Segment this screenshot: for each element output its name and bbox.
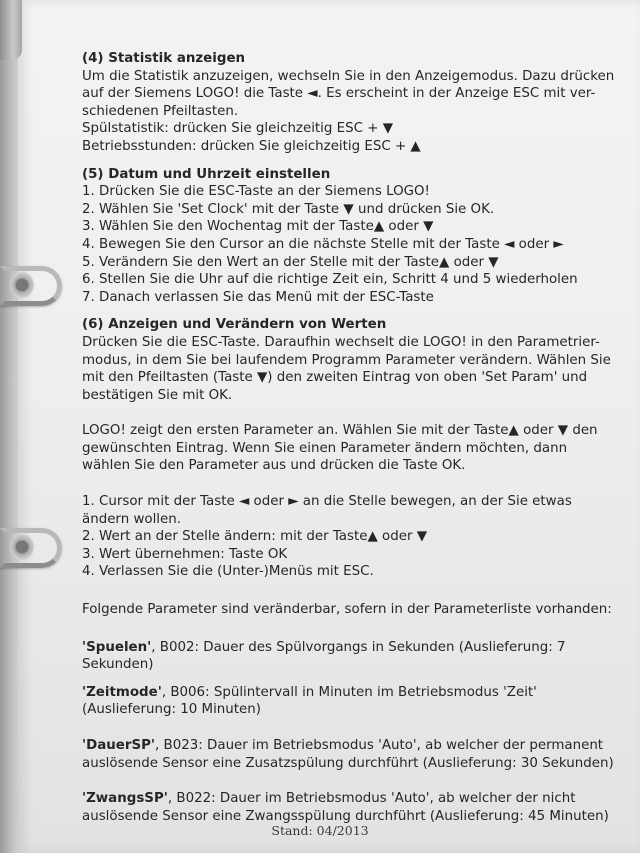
parameter-intro: Folgende Parameter sind veränderbar, sofern in der Parameterliste vorhanden:: [82, 602, 612, 618]
page-footer: Stand: 04/2013: [271, 823, 369, 838]
text-line: mit den Pfeiltasten (Taste ▼) den zweiten Eintrag von oben 'Set Param' und: [82, 370, 588, 386]
text-line: wählen Sie den Parameter aus und drücken die Taste OK.: [82, 458, 466, 474]
parameter-name: 'Zeitmode': [82, 684, 162, 700]
list-item: 1. Cursor mit der Taste ◄ oder ► an die Stelle bewegen, an der Sie etwas: [82, 494, 572, 510]
parameter-entry: [82, 737, 627, 755]
binder-ring: [0, 266, 62, 306]
list-item: 3. Wählen Sie den Wochentag mit der Taste▲ oder ▼: [82, 219, 434, 235]
list-item: ändern wollen.: [82, 511, 182, 527]
parameter-description: , B023: Dauer im Betriebsmodus 'Auto', ab welcher der permanent: [155, 738, 604, 753]
list-item: 7. Danach verlassen Sie das Menü mit der ESC-Taste: [82, 289, 434, 305]
list-item: 2. Wert an der Stelle ändern: mit der Taste▲ oder ▼: [82, 529, 428, 545]
binder-ring: [0, 528, 62, 568]
text-line: modus, in dem Sie bei laufendem Programm Parameter verändern. Wählen Sie: [82, 352, 611, 368]
text-line: Spülstatistik: drücken Sie gleichzeitig ESC + ▼: [82, 121, 393, 137]
list-item: 4. Bewegen Sie den Cursor an die nächste Stelle mit der Taste ◄ oder ►: [82, 236, 564, 252]
list-item: 1. Drücken Sie die ESC-Taste an der Siemens LOGO!: [82, 184, 430, 200]
parameter-name: 'DauerSP': [82, 738, 156, 753]
text-line: auslösende Sensor eine Zwangsspülung durchführt (Auslieferung: 45 Minuten): [82, 808, 609, 824]
text-line: (Auslieferung: 10 Minuten): [82, 702, 261, 718]
text-line: Um die Statistik anzuzeigen, wechseln Sie in den Anzeigemodus. Dazu drücken: [82, 68, 615, 84]
text-line: Sekunden): [82, 657, 154, 673]
list-item: 5. Verändern Sie den Wert an der Stelle mit der Taste▲ oder ▼: [82, 254, 499, 270]
parameter-description: , B022: Dauer im Betriebsmodus 'Auto', ab welcher der nicht: [167, 791, 576, 807]
list-item: 2. Wählen Sie 'Set Clock' mit der Taste ▼ und drücken Sie OK.: [82, 201, 495, 217]
text-line: schiedenen Pfeiltasten.: [82, 103, 239, 119]
text-line: bestätigen Sie mit OK.: [82, 387, 233, 403]
list-item: 3. Wert übernehmen: Taste OK: [82, 546, 288, 562]
text-line: LOGO! zeigt den ersten Parameter an. Wählen Sie mit der Taste▲ oder ▼ den: [82, 423, 598, 439]
section-title: (5) Datum und Uhrzeit einstellen: [82, 166, 331, 182]
list-item: 6. Stellen Sie die Uhr auf die richtige Zeit ein, Schritt 4 und 5 wiederholen: [82, 272, 578, 288]
parameter-entry: [82, 684, 627, 702]
section-title: (6) Anzeigen und Verändern von Werten: [82, 317, 387, 333]
parameter-description: , B002: Dauer des Spülvorgangs in Sekunden (Auslieferung: 7: [151, 639, 566, 655]
section-title: (4) Statistik anzeigen: [82, 51, 246, 66]
list-item: 4. Verlassen Sie die (Unter-)Menüs mit ESC.: [82, 564, 374, 580]
binder-clip: [0, 0, 22, 60]
text-line: auslösende Sensor eine Zusatzspülung durchführt (Auslieferung: 30 Sekunden): [82, 755, 614, 771]
document-body: [82, 50, 627, 825]
text-line: Drücken Sie die ESC-Taste. Daraufhin wechselt die LOGO! in den Parametrier-: [82, 334, 600, 350]
parameter-description: , B006: Spülintervall in Minuten im Betriebsmodus 'Zeit': [161, 684, 537, 700]
parameter-name: 'Spuelen': [82, 639, 152, 655]
parameter-entry: [82, 639, 627, 657]
text-line: gewünschten Eintrag. Wenn Sie einen Parameter ändern möchten, dann: [82, 440, 568, 456]
text-line: Betriebsstunden: drücken Sie gleichzeitig ESC + ▲: [82, 138, 421, 154]
text-line: auf der Siemens LOGO! die Taste ◄. Es erscheint in der Anzeige ESC mit ver-: [82, 86, 596, 102]
parameter-entry: [82, 790, 627, 808]
parameter-name: 'ZwangsSP': [82, 791, 168, 807]
